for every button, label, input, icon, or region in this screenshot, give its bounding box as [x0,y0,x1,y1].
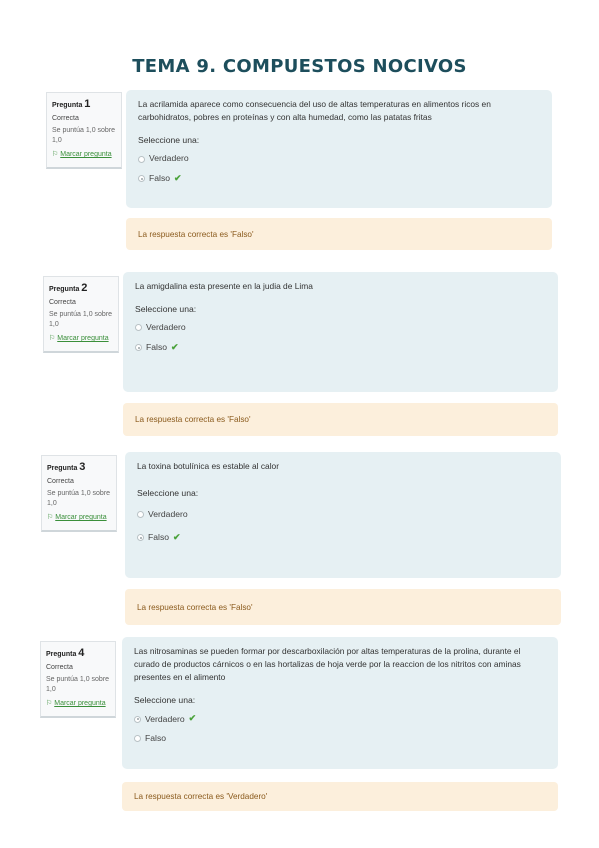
question-text: La amigdalina esta presente en la judia de Lima [135,281,313,291]
option-verdadero[interactable] [134,712,546,726]
option-verdadero[interactable] [135,321,546,334]
radio-button[interactable] [134,735,141,742]
flag-label: Marcar pregunta [57,335,109,343]
question-grade: Se puntúa 1,0 sobre 1,0 [47,490,111,508]
flag-icon: ⚐ [47,514,54,522]
question-box-3 [125,452,561,578]
option-label: Verdadero [148,509,188,520]
flag-question-link[interactable] [47,513,111,523]
feedback-box-1 [126,218,552,250]
feedback-text: La respuesta correcta es 'Falso' [135,415,251,424]
question-number: 2 [81,282,88,294]
option-label: Falso [149,172,171,183]
flag-question-link[interactable] [52,150,116,160]
question-state: Correcta [46,663,73,671]
option-falso[interactable] [138,172,540,186]
option-falso[interactable] [134,732,546,745]
question-label: Pregunta [49,286,80,293]
select-prompt: Seleccione una: [134,695,196,706]
question-info-1 [46,92,122,169]
radio-button[interactable] [138,156,145,163]
question-info-4 [40,641,116,718]
option-verdadero[interactable] [137,508,549,521]
radio-button[interactable] [135,344,142,351]
radio-button[interactable] [137,534,144,541]
radio-button[interactable] [134,716,141,723]
flag-label: Marcar pregunta [60,151,112,159]
check-icon: ✔ [188,713,197,724]
select-prompt: Seleccione una: [135,304,197,315]
feedback-text: La respuesta correcta es 'Falso' [137,602,253,612]
question-state: Correcta [47,477,74,485]
flag-question-link[interactable] [46,699,110,709]
option-label: Falso [148,531,170,542]
question-info-2 [43,276,119,353]
question-label: Pregunta [52,102,83,109]
question-label: Pregunta [47,465,78,472]
feedback-box-3 [125,589,561,625]
radio-button[interactable] [138,175,145,182]
page-title: TEMA 9. COMPUESTOS NOCIVOS [132,56,467,77]
question-grade: Se puntúa 1,0 sobre 1,0 [52,127,116,145]
question-box-1 [126,90,552,208]
option-label: Falso [146,341,168,352]
check-icon: ✔ [173,531,181,542]
select-prompt: Seleccione una: [138,135,200,146]
question-grade: Se puntúa 1,0 sobre 1,0 [49,311,113,329]
option-falso[interactable] [137,531,549,545]
option-verdadero[interactable] [138,152,540,165]
flag-label: Marcar pregunta [54,700,106,708]
question-number: 3 [79,461,86,473]
flag-icon: ⚐ [46,700,53,708]
feedback-box-4 [122,782,558,811]
question-text: Las nitrosaminas se pueden formar por descarboxilación por altas temperaturas de la prolina, durante el curado de productos cárnicos o en las hortalizas de hoja verde por la reaccion de los nitritos con aminas presentes en el alimento [134,646,521,683]
question-box-2 [123,272,558,392]
radio-button[interactable] [135,324,142,331]
feedback-box-2 [123,403,558,436]
question-state: Correcta [52,114,79,122]
question-box-4 [122,637,558,769]
radio-button[interactable] [137,511,144,518]
select-prompt: Seleccione una: [137,488,199,499]
flag-icon: ⚐ [52,151,59,159]
option-falso[interactable] [135,341,546,355]
check-icon: ✔ [171,341,179,352]
flag-icon: ⚐ [49,335,56,343]
option-label: Falso [145,733,167,744]
question-grade: Se puntúa 1,0 sobre 1,0 [46,676,110,694]
question-label: Pregunta [46,651,77,658]
question-text: La toxina botulínica es estable al calor [137,461,279,471]
flag-question-link[interactable] [49,334,113,344]
question-state: Correcta [49,298,76,306]
feedback-text: La respuesta correcta es 'Falso' [138,229,254,239]
flag-label: Marcar pregunta [55,514,107,522]
question-number: 1 [84,98,91,110]
question-text: La acrilamida aparece como consecuencia del uso de altas temperaturas en alimentos ricos en carbohidratos, pobres en proteínas y con alta humedad, como las patatas fritas [138,99,491,123]
option-label: Verdadero [145,713,185,724]
question-info-3 [41,455,117,532]
option-label: Verdadero [149,153,189,164]
question-number: 4 [78,647,85,659]
check-icon: ✔ [174,172,182,183]
option-label: Verdadero [146,322,186,333]
feedback-text: La respuesta correcta es 'Verdadero' [134,792,268,801]
